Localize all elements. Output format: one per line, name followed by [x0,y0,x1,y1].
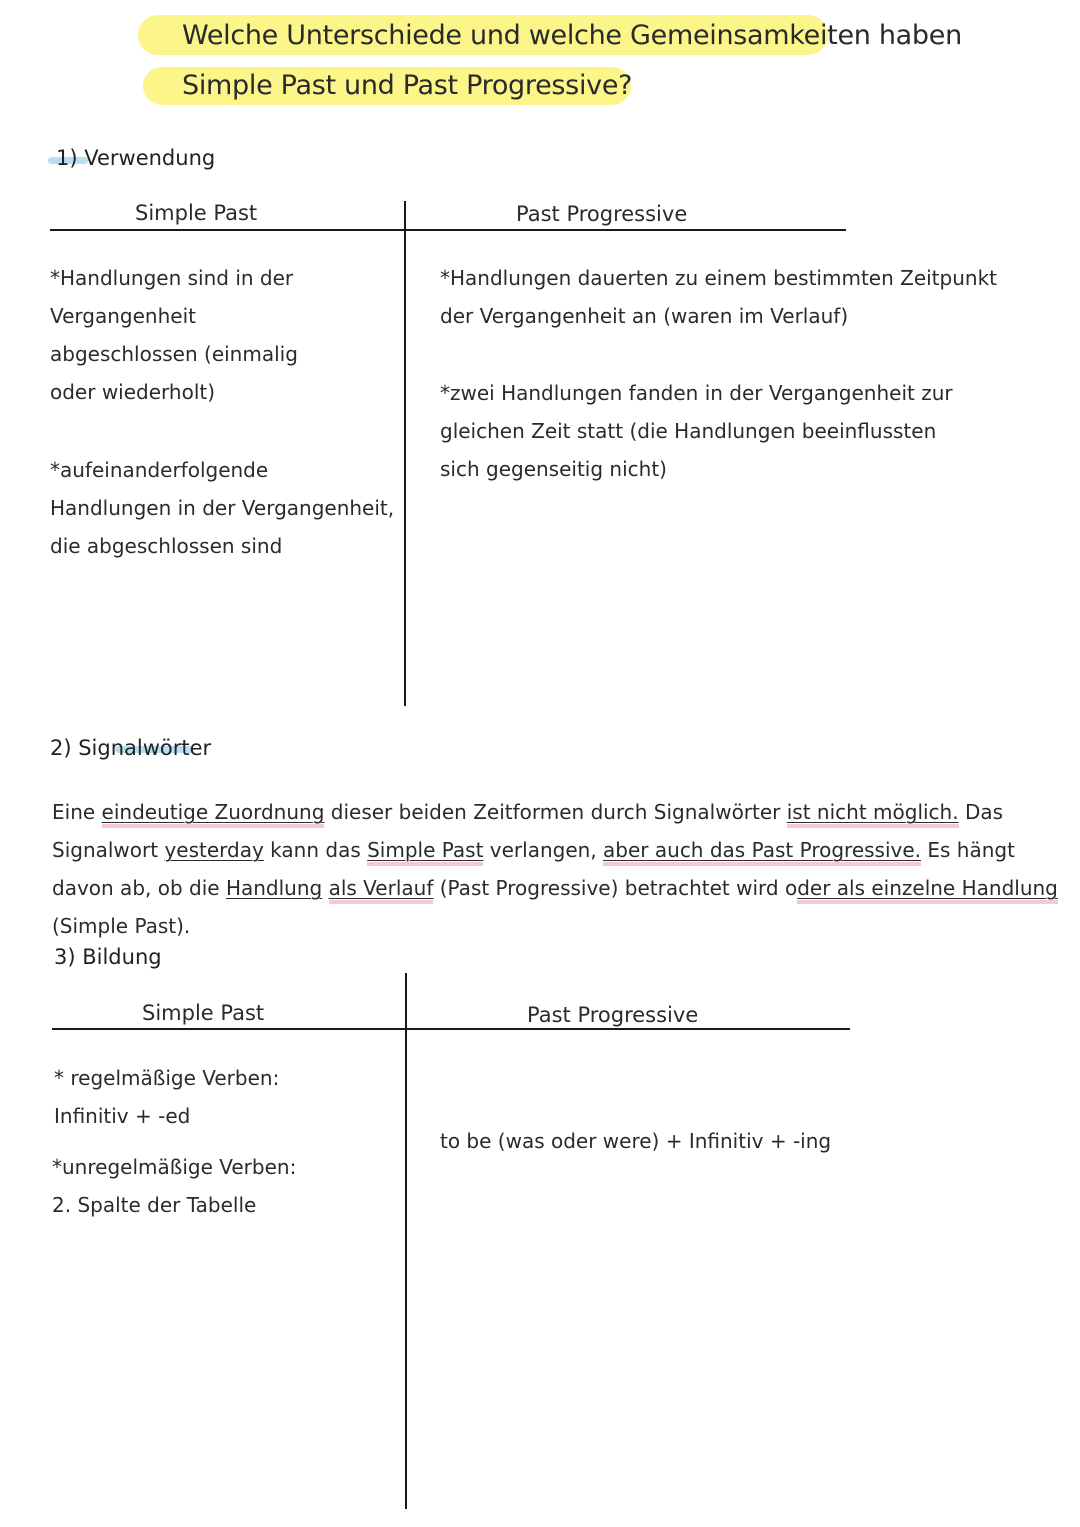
table2-left-item-2: *unregelmäßige Verben: 2. Spalte der Tabelle [52,1155,297,1217]
table1-right-header: Past Progressive [516,202,688,226]
table1-left-item-2: *aufeinanderfolgende Handlungen in der Vergangenheit, die abgeschlossen sind [50,458,395,558]
table1-header-rule [50,229,846,231]
table2-left-item-1: * regelmäßige Verben: Infinitiv + -ed [54,1066,280,1128]
table1-divider [404,201,406,706]
table1-left-header: Simple Past [135,201,258,225]
table2-right-text: to be (was oder were) + Infinitiv + -ing [440,1129,832,1153]
table1-right-item-1: *Handlungen dauerten zu einem bestimmten Zeitpunkt der Vergangenheit an (waren im Verlauf) [440,266,997,328]
section3-heading: 3) Bildung [54,945,162,969]
section2-heading: 2) Signalwörter [50,736,212,760]
table1-left-item-1: *Handlungen sind in der Vergangenheit abgeschlossen (einmalig oder wiederholt) [50,266,298,404]
page-title-line-2: Simple Past und Past Progressive? [182,70,633,101]
table2-right-header: Past Progressive [527,1003,699,1027]
table2-header-rule [52,1028,850,1030]
table1-right-item-2: *zwei Handlungen fanden in der Vergangenheit zur gleichen Zeit statt (die Handlungen beeinflussten sich gegenseitig nicht) [440,381,953,481]
table2-divider [405,973,407,1509]
page-title-line-1: Welche Unterschiede und welche Gemeinsamkeiten haben [182,20,962,51]
section2-paragraph: Eine eindeutige Zuordnung dieser beiden Zeitformen durch Signalwörter ist nicht möglich. Das Signalwort yesterday kann das Simple Past verlangen, aber auch das Past Progressive. Es hängt davon ab, ob die Handlung als Verlauf (Past Progressive) betrachtet wird oder als einzelne Handlung (Simple Past). [52,800,1058,938]
table2-left-header: Simple Past [142,1001,265,1025]
section1-heading: 1) Verwendung [56,146,216,170]
